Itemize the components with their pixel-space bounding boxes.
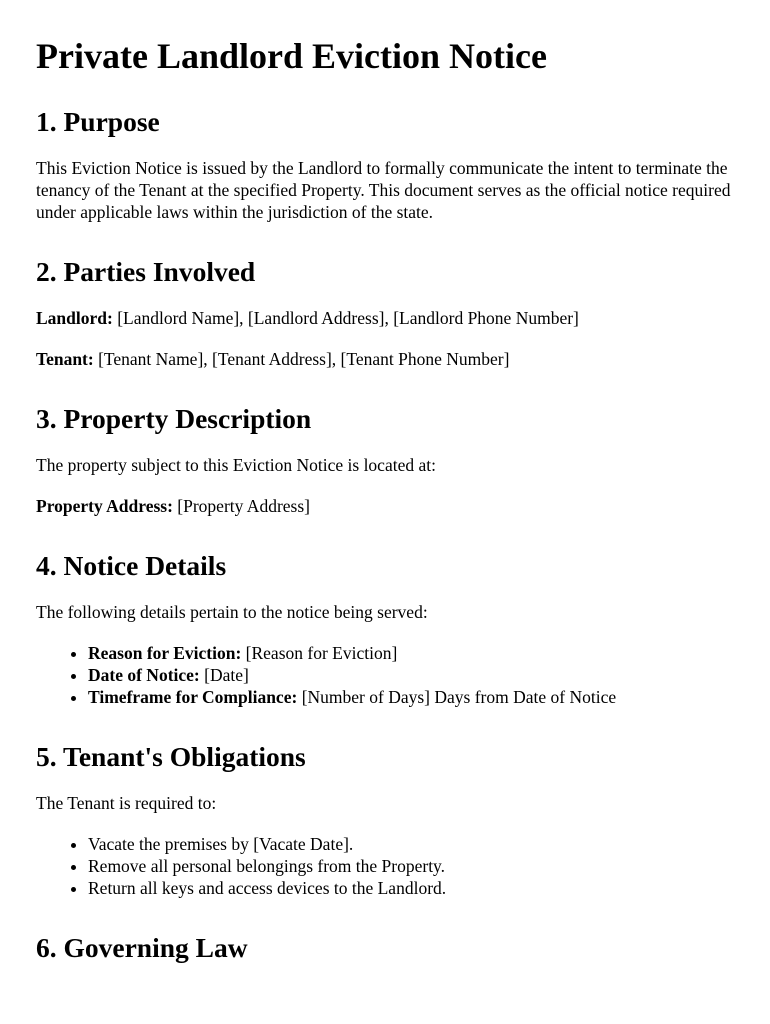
section-heading-parties: 2. Parties Involved bbox=[36, 256, 256, 287]
tenant-label: Tenant: bbox=[36, 349, 94, 369]
list-item: • Return all keys and access devices to the Landlord. bbox=[88, 877, 734, 899]
tenant-value: [Tenant Name], [Tenant Address], [Tenant Phone Number] bbox=[93, 349, 510, 369]
list-item: • Remove all personal belongings from the Property. bbox=[88, 855, 734, 877]
section-heading-law: 6. Governing Law bbox=[36, 932, 248, 963]
list-item: • Vacate the premises by [Vacate Date]. bbox=[88, 833, 734, 855]
property-intro: The property subject to this Eviction Notice is located at: bbox=[36, 455, 436, 475]
property-address-value: [Property Address] bbox=[172, 496, 310, 516]
section-heading-property: 3. Property Description bbox=[36, 403, 312, 434]
notice-item-value: [Date] bbox=[199, 665, 249, 685]
notice-item-label: Timeframe for Compliance: bbox=[88, 687, 298, 707]
property-address-label: Property Address: bbox=[36, 496, 173, 516]
list-item bbox=[88, 642, 734, 664]
notice-intro: The following details pertain to the notice being served: bbox=[36, 602, 428, 622]
notice-item-value: [Reason for Eviction] bbox=[241, 643, 398, 663]
tenant-line bbox=[36, 348, 734, 370]
document-title: Private Landlord Eviction Notice bbox=[36, 36, 547, 76]
landlord-value: [Landlord Name], [Landlord Address], [Landlord Phone Number] bbox=[112, 308, 579, 328]
obligations-intro: The Tenant is required to: bbox=[36, 793, 217, 813]
notice-item-value: [Number of Days] Days from Date of Notice bbox=[297, 687, 617, 707]
notice-item-label: Date of Notice: bbox=[88, 665, 200, 685]
list-item bbox=[88, 686, 734, 708]
obligations-list bbox=[36, 833, 734, 899]
section-heading-purpose: 1. Purpose bbox=[36, 106, 160, 137]
notice-details-list bbox=[36, 642, 734, 708]
section-heading-obligations: 5. Tenant's Obligations bbox=[36, 741, 306, 772]
list-item bbox=[88, 664, 734, 686]
section-heading-notice: 4. Notice Details bbox=[36, 550, 227, 581]
property-address-line bbox=[36, 495, 734, 517]
landlord-label: Landlord: bbox=[36, 308, 113, 328]
notice-item-label: Reason for Eviction: bbox=[88, 643, 242, 663]
purpose-paragraph: This Eviction Notice is issued by the Landlord to formally communicate the intent to terminate the tenancy of the Tenant at the specified Property. This document serves as the official notice required under applicable laws within the jurisdiction of the state. bbox=[36, 158, 731, 222]
landlord-line bbox=[36, 307, 734, 329]
